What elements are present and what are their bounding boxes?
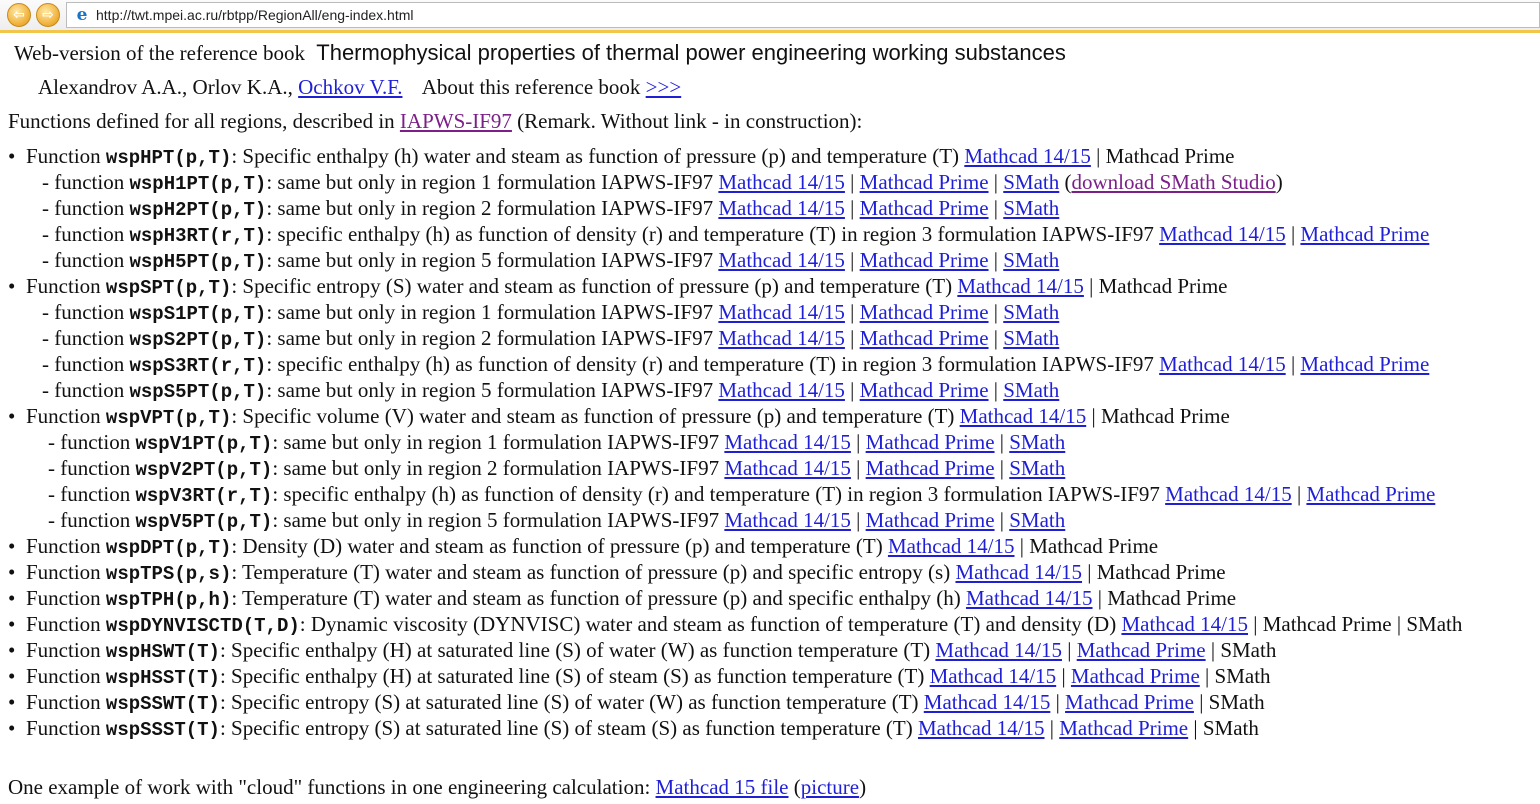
separator: | [1089, 274, 1094, 298]
function-name: wspDYNVISCTD(T,D) [105, 615, 300, 637]
open-paren: ( [793, 775, 801, 799]
function-desc: : same but only in region 5 formulation IAPWS-IF97 [266, 248, 714, 272]
mathcad1415-link[interactable]: Mathcad 14/15 [965, 586, 1093, 610]
bullet-icon: • [8, 638, 16, 662]
function-name: wspSSWT(T) [105, 693, 220, 715]
mathcad1415-link[interactable]: Mathcad 14/15 [917, 716, 1045, 740]
mathcad-prime-text: Mathcad Prime [1105, 144, 1235, 168]
intro-remark: (Remark. Without link - in construction): [517, 109, 863, 133]
mathcad1415-link[interactable]: Mathcad 14/15 [718, 196, 845, 220]
bullet-icon: • [8, 534, 16, 558]
mathcad-prime-link[interactable]: Mathcad Prime [865, 430, 995, 454]
function-desc: : same but only in region 1 formulation IAPWS-IF97 [266, 170, 714, 194]
separator: | [850, 378, 855, 402]
mathcad1415-link[interactable]: Mathcad 14/15 [923, 690, 1051, 714]
address-bar[interactable] [66, 2, 1540, 28]
mathcad-prime-text: Mathcad Prime [1100, 404, 1230, 428]
function-name: wspS3RT(r,T) [129, 355, 267, 377]
function-desc: : Dynamic viscosity (DYNVISC) water and steam as function of temperature (T) and density (D) [299, 612, 1117, 636]
mathcad-prime-link[interactable]: Mathcad Prime [1070, 664, 1200, 688]
separator: | [850, 170, 855, 194]
list-item [8, 351, 1429, 379]
mathcad-prime-text: Mathcad Prime [1262, 612, 1392, 636]
function-name: wspDPT(p,T) [105, 537, 232, 559]
function-name: wspVPT(p,T) [105, 407, 232, 429]
mathcad1415-link[interactable]: Mathcad 14/15 [964, 144, 1091, 168]
smath-link[interactable]: SMath [1009, 456, 1066, 480]
mathcad-prime-link[interactable]: Mathcad Prime [865, 456, 995, 480]
function-name: wspSPT(p,T) [105, 277, 232, 299]
separator: | [1091, 404, 1096, 428]
smath-text: SMath [1208, 690, 1265, 714]
separator: | [1193, 716, 1198, 740]
picture-link[interactable]: picture [800, 775, 860, 799]
mathcad1415-link[interactable]: Mathcad 14/15 [718, 326, 845, 350]
list-item [8, 429, 1065, 457]
list-item [8, 377, 1059, 405]
separator: | [850, 300, 855, 324]
function-label: Function [26, 274, 101, 298]
function-desc: : same but only in region 1 formulation IAPWS-IF97 [266, 300, 714, 324]
mathcad1415-link[interactable]: Mathcad 14/15 [1121, 612, 1249, 636]
function-name: wspHSST(T) [105, 667, 220, 689]
footer-line [8, 774, 866, 800]
smath-link[interactable]: SMath [1003, 196, 1060, 220]
function-label: Function [26, 612, 101, 636]
function-desc: : same but only in region 2 formulation IAPWS-IF97 [266, 196, 714, 220]
function-name: wspV3RT(r,T) [135, 485, 273, 507]
bullet-icon: • [8, 586, 16, 610]
separator: | [993, 300, 998, 324]
bullet-icon: • [8, 664, 16, 688]
list-item [8, 195, 1059, 223]
bullet-icon: • [8, 612, 16, 636]
mathcad-prime-link[interactable]: Mathcad Prime [859, 300, 989, 324]
mathcad1415-link[interactable]: Mathcad 14/15 [724, 456, 851, 480]
separator: | [850, 326, 855, 350]
list-item [8, 169, 1283, 197]
separator: | [993, 248, 998, 272]
close-paren: ) [859, 775, 867, 799]
function-desc: : same but only in region 5 formulation IAPWS-IF97 [266, 378, 714, 402]
mathcad-prime-link[interactable]: Mathcad Prime [859, 170, 989, 194]
function-label: - function [42, 222, 125, 246]
function-desc: : Specific enthalpy (H) at saturated line (S) of water (W) as function temperature (T) [219, 638, 931, 662]
mathcad-prime-link[interactable]: Mathcad Prime [1300, 352, 1430, 376]
smath-text: SMath [1220, 638, 1277, 662]
list-item [8, 689, 1265, 717]
separator: | [1253, 612, 1258, 636]
separator: | [1097, 586, 1102, 610]
smath-text: SMath [1214, 664, 1271, 688]
smath-link[interactable]: SMath [1003, 378, 1060, 402]
authors-line [38, 74, 681, 100]
list-item [8, 325, 1059, 353]
function-desc: : same but only in region 1 formulation IAPWS-IF97 [272, 430, 720, 454]
intro-text: Functions defined for all regions, described in [8, 109, 395, 133]
function-label: Function [26, 586, 101, 610]
function-label: - function [48, 508, 131, 532]
separator: | [850, 248, 855, 272]
browser-toolbar [0, 0, 1540, 31]
function-label: - function [48, 430, 131, 454]
bullet-icon: • [8, 274, 16, 298]
mathcad1415-link[interactable]: Mathcad 14/15 [718, 300, 845, 324]
bullet-icon: • [8, 144, 16, 168]
open-paren: ( [1064, 170, 1072, 194]
separator: | [993, 326, 998, 350]
function-desc: : Specific entropy (S) at saturated line (S) of steam (S) as function temperature (T) [219, 716, 913, 740]
function-label: Function [26, 716, 101, 740]
mathcad-prime-link[interactable]: Mathcad Prime [1059, 716, 1189, 740]
footer-text: One example of work with "cloud" functions in one engineering calculation: [8, 775, 651, 799]
mathcad-prime-link[interactable]: Mathcad Prime [865, 508, 995, 532]
function-label: - function [42, 170, 125, 194]
separator: | [993, 378, 998, 402]
separator: | [993, 196, 998, 220]
function-name: wspH2PT(p,T) [129, 199, 267, 221]
smath-link[interactable]: SMath [1009, 430, 1066, 454]
list-item [8, 559, 1226, 587]
function-label: - function [42, 326, 125, 350]
forward-arrow-icon[interactable]: ⇨ [36, 3, 60, 27]
separator: | [1087, 560, 1092, 584]
function-label: Function [26, 404, 101, 428]
function-desc: : Density (D) water and steam as function of pressure (p) and temperature (T) [231, 534, 883, 558]
function-name: wspHPT(p,T) [105, 147, 232, 169]
separator: | [1019, 534, 1024, 558]
back-arrow-icon[interactable]: ⇦ [7, 3, 31, 27]
mathcad-prime-link[interactable]: Mathcad Prime [1065, 690, 1194, 714]
separator: | [1199, 690, 1204, 714]
function-label: - function [42, 352, 125, 376]
list-item [8, 715, 1259, 743]
mathcad1415-link[interactable]: Mathcad 14/15 [957, 274, 1084, 298]
separator: | [856, 456, 861, 480]
smath-link[interactable]: SMath [1003, 248, 1060, 272]
function-label: - function [48, 482, 131, 506]
function-desc: : Specific entropy (S) at saturated line (S) of water (W) as function temperature (T) [219, 690, 919, 714]
function-label: Function [26, 144, 101, 168]
url-text[interactable]: http://twt.mpei.ac.ru/rbtpp/RegionAll/eng-index.html [96, 7, 414, 23]
separator: | [999, 456, 1004, 480]
page-title: Thermophysical properties of thermal power engineering working substances [316, 40, 1066, 65]
mathcad1415-link[interactable]: Mathcad 14/15 [1159, 352, 1286, 376]
function-name: wspH3RT(r,T) [129, 225, 267, 247]
function-label: Function [26, 534, 101, 558]
mathcad1415-link[interactable]: Mathcad 14/15 [1165, 482, 1292, 506]
function-name: wspS2PT(p,T) [129, 329, 267, 351]
separator: | [1396, 612, 1402, 636]
separator: | [850, 196, 855, 220]
list-item [8, 585, 1236, 613]
separator: | [1067, 638, 1072, 662]
list-item [8, 637, 1276, 665]
function-label: Function [26, 638, 101, 662]
bullet-icon: • [8, 560, 16, 584]
list-item [8, 143, 1234, 171]
function-desc: : Specific enthalpy (H) at saturated line (S) of steam (S) as function temperature (T) [219, 664, 925, 688]
mathcad1415-link[interactable]: Mathcad 14/15 [718, 170, 845, 194]
iapws-link[interactable]: IAPWS-IF97 [399, 109, 512, 133]
function-desc: : specific enthalpy (h) as function of density (r) and temperature (T) in region 3 formulation IAPWS-IF97 [266, 222, 1154, 246]
function-desc: : same but only in region 5 formulation IAPWS-IF97 [272, 508, 720, 532]
list-item [8, 403, 1230, 431]
function-label: - function [48, 456, 131, 480]
separator: | [1205, 664, 1210, 688]
function-desc: : Specific volume (V) water and steam as function of pressure (p) and temperature (T) [231, 404, 955, 428]
mathcad-prime-link[interactable]: Mathcad Prime [859, 378, 989, 402]
separator: | [999, 430, 1004, 454]
about-link[interactable]: >>> [645, 75, 682, 99]
smath-link[interactable]: SMath [1009, 508, 1066, 532]
smath-link[interactable]: SMath [1003, 300, 1060, 324]
list-item [8, 663, 1271, 691]
function-label: - function [42, 300, 125, 324]
separator: | [856, 508, 861, 532]
function-name: wspS5PT(p,T) [129, 381, 267, 403]
mathcad1415-link[interactable]: Mathcad 14/15 [887, 534, 1015, 558]
bullet-icon: • [8, 716, 16, 740]
function-desc: : Specific entropy (S) water and steam as function of pressure (p) and temperature (T) [231, 274, 953, 298]
list-item [8, 481, 1435, 509]
function-name: wspH1PT(p,T) [129, 173, 267, 195]
mathcad-prime-link[interactable]: Mathcad Prime [859, 326, 989, 350]
function-label: - function [42, 196, 125, 220]
function-name: wspTPH(p,h) [105, 589, 232, 611]
function-desc: : same but only in region 2 formulation IAPWS-IF97 [266, 326, 714, 350]
function-desc: : Specific enthalpy (h) water and steam as function of pressure (p) and temperature (T) [231, 144, 960, 168]
mathcad-prime-link[interactable]: Mathcad Prime [859, 196, 989, 220]
list-item [8, 507, 1065, 535]
mathcad-prime-text: Mathcad Prime [1096, 560, 1226, 584]
separator: | [1290, 222, 1296, 246]
list-item [8, 299, 1059, 327]
list-item [8, 247, 1059, 275]
mathcad15-file-link[interactable]: Mathcad 15 file [655, 775, 789, 799]
list-item [8, 533, 1158, 561]
mathcad1415-link[interactable]: Mathcad 14/15 [959, 404, 1087, 428]
smath-text: SMath [1202, 716, 1259, 740]
separator: | [999, 508, 1004, 532]
list-item [8, 273, 1228, 301]
bullet-icon: • [8, 690, 16, 714]
function-label: - function [42, 248, 125, 272]
authors-text: Alexandrov A.A., Orlov K.A., [38, 75, 293, 99]
smath-link[interactable]: SMath [1003, 326, 1060, 350]
function-label: - function [42, 378, 125, 402]
mathcad-prime-link[interactable]: Mathcad Prime [1306, 482, 1436, 506]
function-name: wspH5PT(p,T) [129, 251, 267, 273]
list-item [8, 455, 1065, 483]
separator: | [1210, 638, 1216, 662]
function-desc: : Temperature (T) water and steam as function of pressure (p) and specific enthalpy (h) [231, 586, 961, 610]
page-header [14, 40, 1066, 66]
mathcad-prime-text: Mathcad Prime [1098, 274, 1228, 298]
bullet-icon: • [8, 404, 16, 428]
function-name: wspS1PT(p,T) [129, 303, 267, 325]
separator: | [1061, 664, 1066, 688]
download-smath-link[interactable]: download SMath Studio [1071, 170, 1276, 194]
close-paren: ) [1275, 170, 1283, 194]
intro-line [8, 108, 862, 134]
list-item [8, 611, 1462, 639]
function-desc: : specific enthalpy (h) as function of density (r) and temperature (T) in region 3 formulation IAPWS-IF97 [266, 352, 1154, 376]
function-label: Function [26, 664, 101, 688]
mathcad-prime-text: Mathcad Prime [1107, 586, 1237, 610]
function-name: wspV5PT(p,T) [135, 511, 273, 533]
ie-page-icon: e [76, 5, 88, 25]
function-name: wspV2PT(p,T) [135, 459, 273, 481]
author-link-ochkov[interactable]: Ochkov V.F. [298, 75, 403, 99]
separator: | [1049, 716, 1054, 740]
function-name: wspV1PT(p,T) [135, 433, 273, 455]
function-label: Function [26, 560, 101, 584]
mathcad-prime-link[interactable]: Mathcad Prime [859, 248, 989, 272]
about-text: About this reference book [421, 75, 641, 99]
function-desc: : Temperature (T) water and steam as function of pressure (p) and specific entropy (s) [231, 560, 951, 584]
mathcad1415-link[interactable]: Mathcad 14/15 [929, 664, 1057, 688]
function-desc: : same but only in region 2 formulation IAPWS-IF97 [272, 456, 720, 480]
function-label: Function [26, 690, 101, 714]
separator: | [993, 170, 998, 194]
mathcad1415-link[interactable]: Mathcad 14/15 [1159, 222, 1286, 246]
separator: | [1290, 352, 1296, 376]
smath-text: SMath [1406, 612, 1463, 636]
mathcad1415-link[interactable]: Mathcad 14/15 [718, 378, 845, 402]
toolbar-divider [0, 30, 1540, 33]
separator: | [1055, 690, 1060, 714]
mathcad1415-link[interactable]: Mathcad 14/15 [935, 638, 1062, 662]
mathcad1415-link[interactable]: Mathcad 14/15 [724, 430, 851, 454]
mathcad-prime-text: Mathcad Prime [1029, 534, 1159, 558]
header-prefix: Web-version of the reference book [14, 41, 306, 65]
smath-link[interactable]: SMath [1003, 170, 1060, 194]
mathcad-prime-link[interactable]: Mathcad Prime [1076, 638, 1206, 662]
separator: | [1096, 144, 1101, 168]
function-name: wspTPS(p,s) [105, 563, 232, 585]
separator: | [1296, 482, 1302, 506]
function-desc: : specific enthalpy (h) as function of density (r) and temperature (T) in region 3 formulation IAPWS-IF97 [272, 482, 1160, 506]
list-item [8, 221, 1429, 249]
mathcad-prime-link[interactable]: Mathcad Prime [1300, 222, 1430, 246]
function-name: wspHSWT(T) [105, 641, 220, 663]
mathcad1415-link[interactable]: Mathcad 14/15 [718, 248, 845, 272]
function-name: wspSSST(T) [105, 719, 220, 741]
mathcad1415-link[interactable]: Mathcad 14/15 [724, 508, 851, 532]
separator: | [856, 430, 861, 454]
mathcad1415-link[interactable]: Mathcad 14/15 [955, 560, 1083, 584]
